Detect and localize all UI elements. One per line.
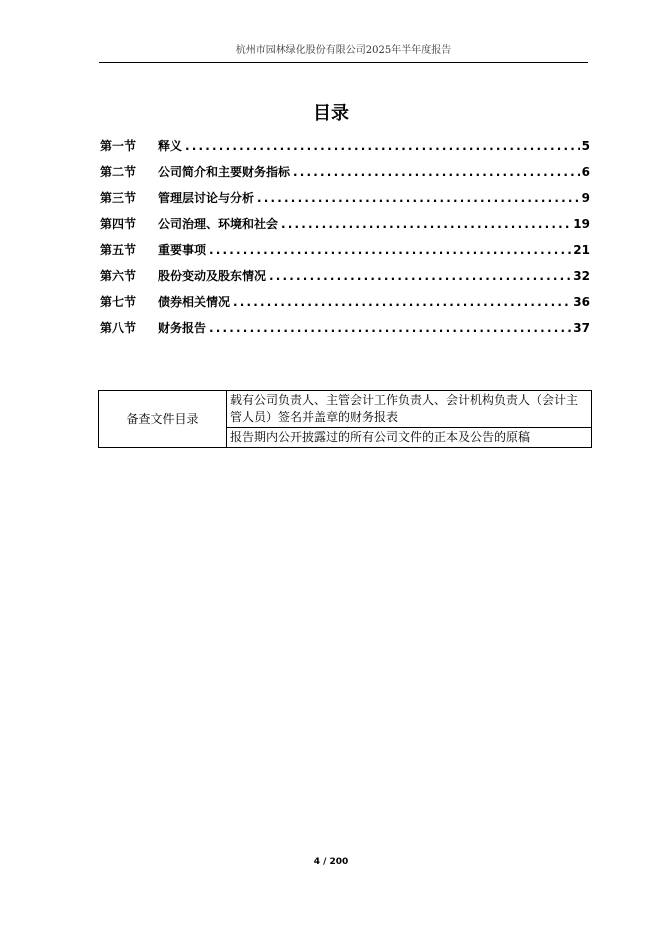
- toc-page-number: 21: [573, 243, 590, 257]
- reference-document-item: 报告期内公开披露过的所有公司文件的正本及公告的原稿: [227, 428, 592, 448]
- toc-section-number: 第四节: [100, 217, 137, 231]
- reference-document-item: 载有公司负责人、主管会计工作负责人、会计机构负责人（会计主管人员）签名并盖章的财务报表: [227, 391, 592, 428]
- toc-dot-leader: [233, 289, 571, 315]
- page-header: [99, 44, 588, 63]
- toc-section-title: 管理层讨论与分析: [158, 191, 255, 205]
- toc-section-title: 释义: [158, 139, 183, 153]
- page-footer: [0, 856, 662, 868]
- toc-dot-leader: [281, 211, 571, 237]
- toc-section-number: 第二节: [100, 165, 137, 179]
- toc-entry[interactable]: [100, 211, 590, 237]
- toc-entry[interactable]: [100, 159, 590, 185]
- toc-page-number: 9: [581, 191, 590, 205]
- reference-documents-table: [98, 390, 592, 448]
- toc-section-number: 第六节: [100, 269, 137, 283]
- toc-section-number: 第一节: [100, 139, 137, 153]
- toc-dot-leader: [209, 315, 571, 341]
- toc-page-number: 5: [581, 139, 590, 153]
- toc-entry[interactable]: [100, 185, 590, 211]
- toc-page-number: 36: [573, 295, 590, 309]
- toc-section-title: 公司治理、环境和社会: [158, 217, 279, 231]
- toc-page-number: 32: [573, 269, 590, 283]
- toc-dot-leader: [269, 263, 571, 289]
- toc-entry[interactable]: [100, 237, 590, 263]
- table-row: [99, 391, 592, 428]
- toc-section-number: 第五节: [100, 243, 137, 257]
- toc-section-title: 股份变动及股东情况: [158, 269, 267, 283]
- page-number: 4 / 200: [313, 857, 349, 867]
- reference-documents-label: 备查文件目录: [99, 391, 227, 448]
- toc-entry[interactable]: [100, 315, 590, 341]
- toc-section-number: 第三节: [100, 191, 137, 205]
- toc-section-title: 公司简介和主要财务指标: [158, 165, 291, 179]
- toc-entry[interactable]: [100, 289, 590, 315]
- toc-page-number: 37: [573, 321, 590, 335]
- toc-section-title: 重要事项: [158, 243, 207, 257]
- page-title: 目录: [313, 103, 349, 124]
- toc-dot-leader: [185, 133, 580, 159]
- toc-entry[interactable]: [100, 133, 590, 159]
- header-text: 杭州市园林绿化股份有限公司2025年半年度报告: [235, 45, 452, 56]
- toc-page-number: 6: [581, 165, 590, 179]
- toc-section-number: 第八节: [100, 321, 137, 335]
- toc-page-number: 19: [573, 217, 590, 231]
- toc-section-title: 财务报告: [158, 321, 207, 335]
- toc-entry[interactable]: [100, 263, 590, 289]
- toc-dot-leader: [209, 237, 571, 263]
- toc-dot-leader: [293, 159, 580, 185]
- toc-section-title: 债券相关情况: [158, 295, 231, 309]
- toc-dot-leader: [257, 185, 580, 211]
- toc-section-number: 第七节: [100, 295, 137, 309]
- table-of-contents: [100, 133, 590, 341]
